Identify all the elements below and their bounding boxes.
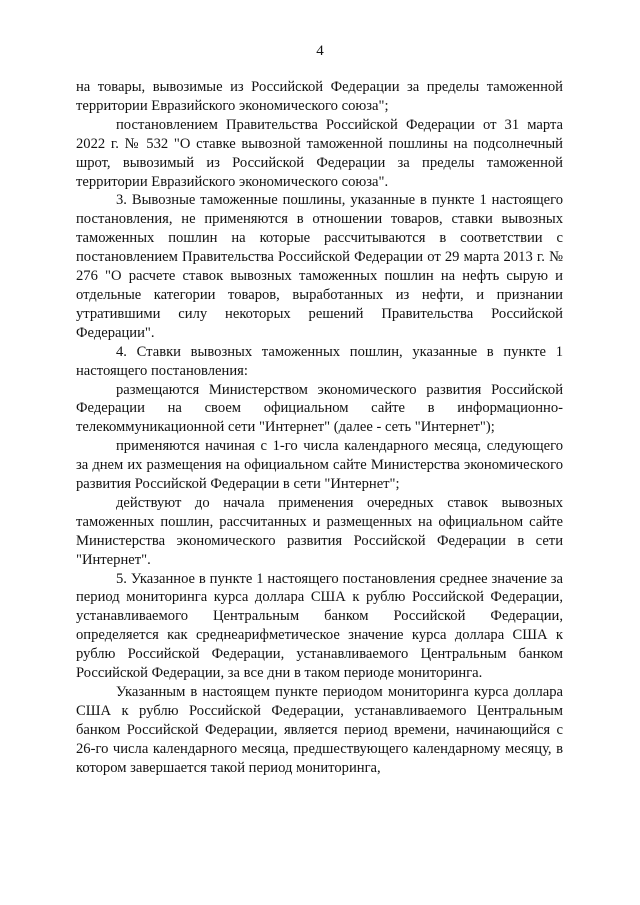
paragraph-resolution-532: постановлением Правительства Российской Федерации от 31 марта 2022 г. № 532 "О ставке вывозной таможенной пошлины на подсолнечный шрот, вывозимый из Российской Федерации за пределы таможенной территории Евразийского экономического союза". (76, 116, 563, 190)
paragraph-clause-4-validity: действуют до начала применения очередных ставок вывозных таможенных пошлин, рассчитанных и размещенных на официальном сайте Министерства экономического развития Российской Федерации в сети "Интернет". (76, 494, 563, 568)
paragraph-monitoring-period: Указанным в настоящем пункте периодом мониторинга курса доллара США к рублю Российской Федерации, устанавливаемого Центральным банком Российской Федерации, является период времени, начинающийся с 26-го числа календарного месяца, предшествующего календарному месяцу, в котором завершается такой период мониторинга, (76, 684, 563, 776)
paragraph-clause-4-placement: размещаются Министерством экономического развития Российской Федерации на своем официальном сайте в информационно-телекоммуникационной сети "Интернет" (далее - сеть "Интернет"); (76, 381, 563, 436)
page-number: 4 (316, 43, 324, 59)
document-body (76, 78, 563, 778)
paragraph-clause-5: 5. Указанное в пункте 1 настоящего постановления среднее значение за период мониторинга курса доллара США к рублю Российской Федерации, устанавливаемого Центральным банком Российской Федерации, определяется как среднеарифметическое значение курса доллара США к рублю Российской Федерации, устанавливаемого Центральным банком Российской Федерации, за все дни в таком периоде мониторинга. (76, 570, 563, 682)
paragraph-continuation: на товары, вывозимые из Российской Федерации за пределы таможенной территории Евразийского экономического союза"; (76, 79, 563, 114)
paragraph-clause-3: 3. Вывозные таможенные пошлины, указанные в пункте 1 настоящего постановления, не применяются в отношении товаров, ставки вывозных таможенных пошлин на которые рассчитываются в соответствии с постановлением Правительства Российской Федерации от 29 марта 2013 г. № 276 "О расчете ставок вывозных таможенных пошлин на нефть сырую и отдельные категории товаров, выработанных из нефти, и признании утратившими силу некоторых решений Правительства Российской Федерации". (76, 192, 563, 341)
paragraph-clause-4: 4. Ставки вывозных таможенных пошлин, указанные в пункте 1 настоящего постановления: (76, 343, 563, 379)
paragraph-clause-4-application: применяются начиная с 1-го числа календарного месяца, следующего за днем их размещения на официальном сайте Министерства экономического развития Российской Федерации в сети "Интернет"; (76, 438, 563, 493)
